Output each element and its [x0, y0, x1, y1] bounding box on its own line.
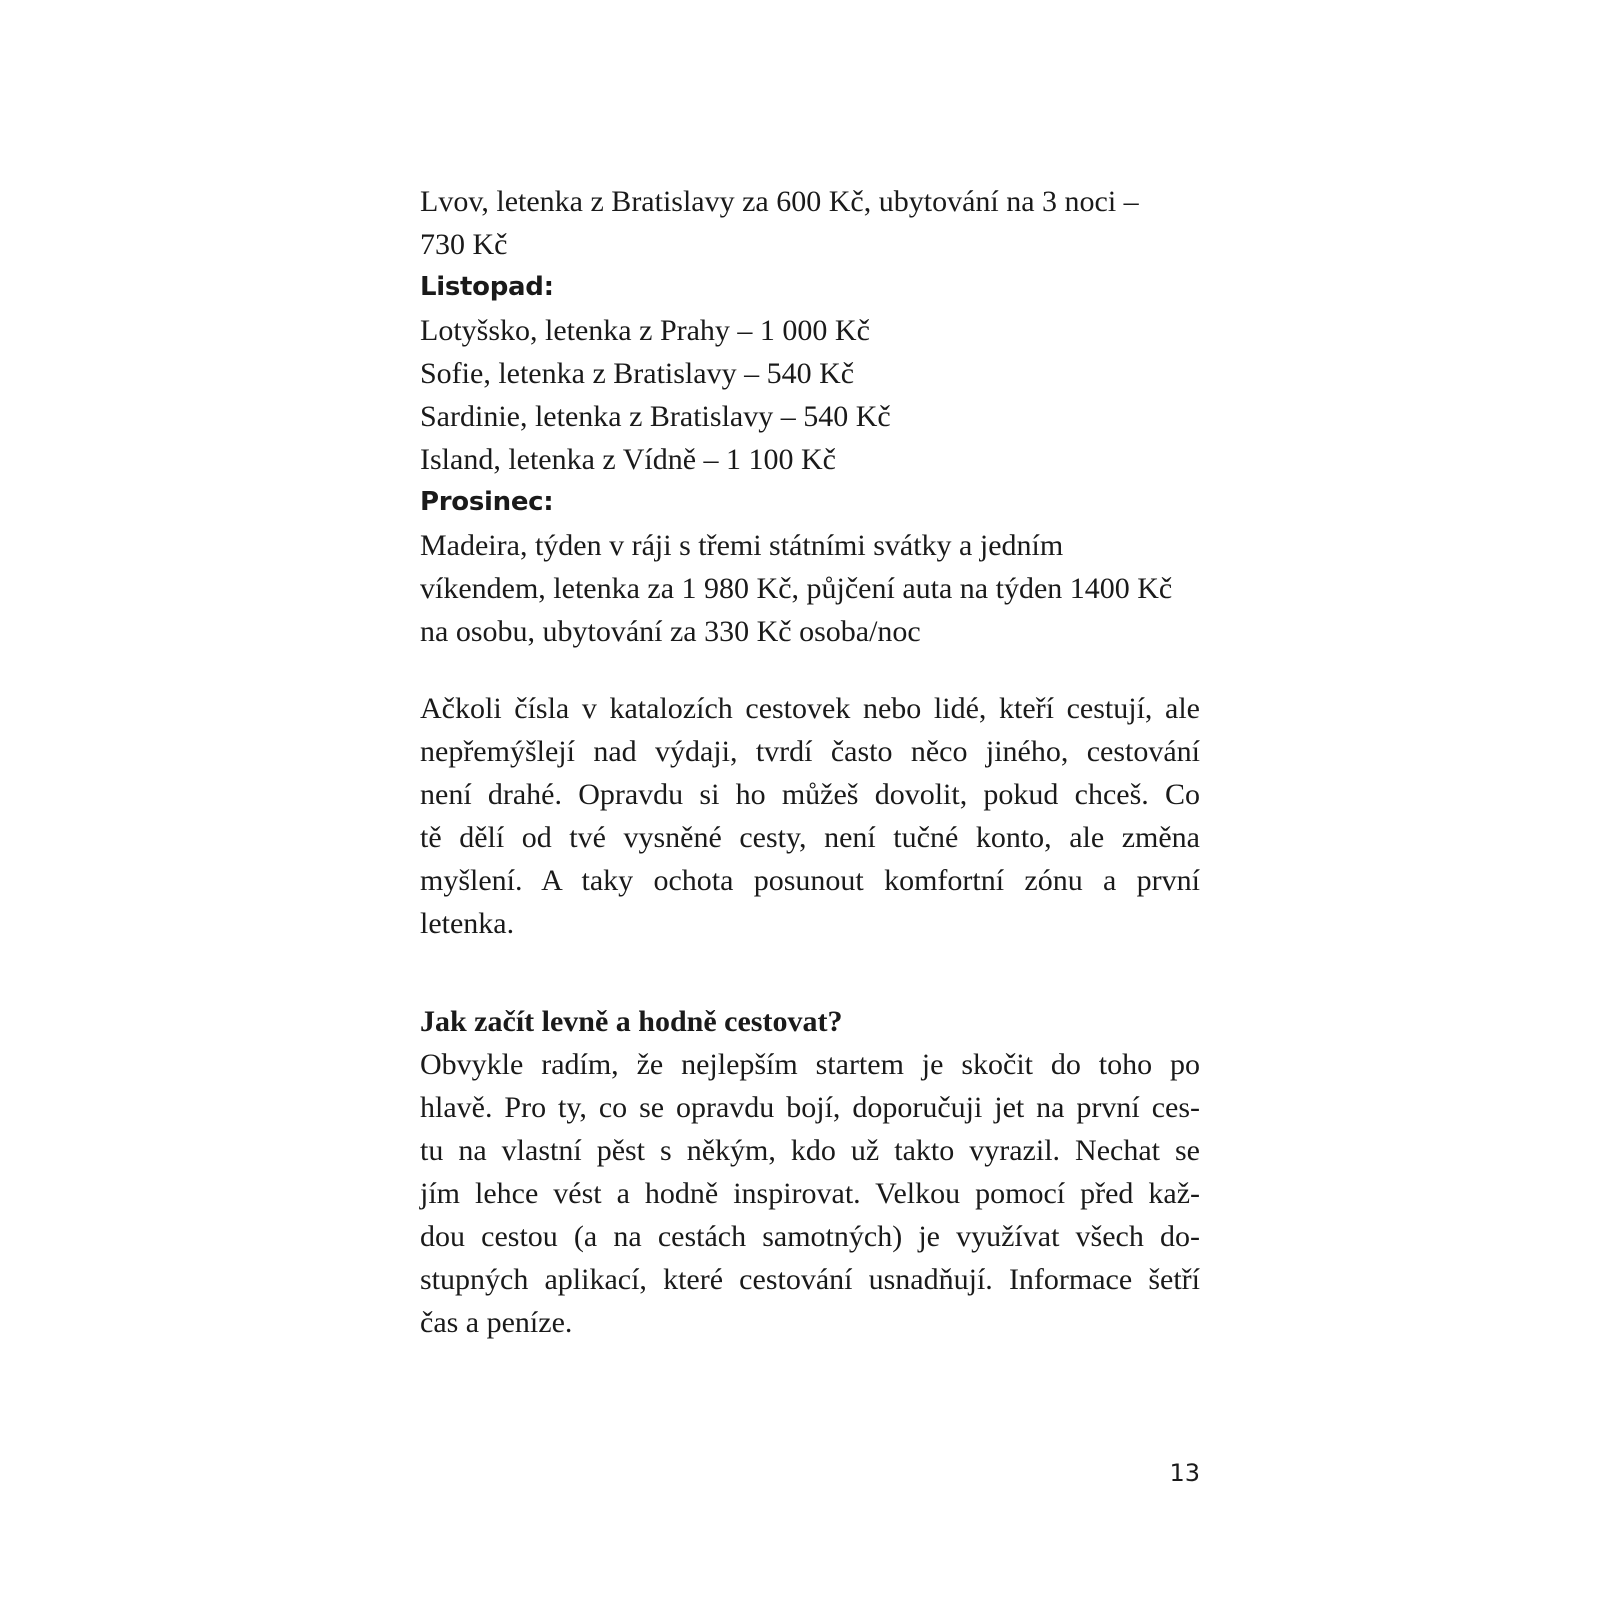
trip-item: Sardinie, letenka z Bratislavy – 540 Kč [420, 400, 891, 433]
paragraph-line: jím lehce vést a hodně inspirovat. Velkou pomocí před kaž- [420, 1177, 1200, 1210]
trip-lvov-line-1: Lvov, letenka z Bratislavy za 600 Kč, ubytování na 3 noci – [420, 185, 1139, 218]
page-number: 13 [1169, 1459, 1200, 1487]
paragraph-line: nepřemýšlejí nad výdaji, tvrdí často něco jiného, cestování [420, 735, 1200, 768]
month-heading-november: Listopad: [420, 272, 554, 302]
trip-item: Lotyšsko, letenka z Prahy – 1 000 Kč [420, 314, 870, 347]
paragraph-line: tě dělí od tvé vysněné cesty, není tučné konto, ale změna [420, 821, 1200, 854]
trip-lvov-line-2: 730 Kč [420, 228, 508, 261]
paragraph-line: tu na vlastní pěst s někým, kdo už takto vyrazil. Nechat se [420, 1134, 1200, 1167]
trip-item: Island, letenka z Vídně – 1 100 Kč [420, 443, 837, 476]
paragraph-travel-cost [420, 687, 1200, 945]
trip-madeira-line-3: na osobu, ubytování za 330 Kč osoba/noc [420, 615, 921, 648]
paragraph-line: čas a peníze. [420, 1306, 573, 1339]
trip-madeira-line-1: Madeira, týden v ráji s třemi státními svátky a jedním [420, 529, 1064, 562]
trip-list [420, 180, 1200, 653]
trip-madeira-line-2: víkendem, letenka za 1 980 Kč, půjčení auta na týden 1400 Kč [420, 572, 1173, 605]
paragraph-line: hlavě. Pro ty, co se opravdu bojí, doporučuji jet na první ces- [420, 1091, 1200, 1124]
paragraph-line: Ačkoli čísla v katalozích cestovek nebo lidé, kteří cestují, ale [420, 692, 1200, 725]
month-heading-december: Prosinec: [420, 487, 554, 517]
paragraph-how-to-start [420, 1043, 1200, 1344]
paragraph-line: letenka. [420, 907, 515, 940]
paragraph-line: Obvykle radím, že nejlepším startem je skočit do toho po [420, 1048, 1200, 1081]
paragraph-line: není drahé. Opravdu si ho můžeš dovolit, pokud chceš. Co [420, 778, 1200, 811]
trip-item: Sofie, letenka z Bratislavy – 540 Kč [420, 357, 855, 390]
paragraph-line: myšlení. A taky ochota posunout komfortní zónu a první [420, 864, 1200, 897]
paragraph-line: dou cestou (a na cestách samotných) je využívat všech do- [420, 1220, 1200, 1253]
paragraph-line: stupných aplikací, které cestování usnadňují. Informace šetří [420, 1263, 1200, 1296]
section-heading: Jak začít levně a hodně cestovat? [420, 1005, 843, 1038]
